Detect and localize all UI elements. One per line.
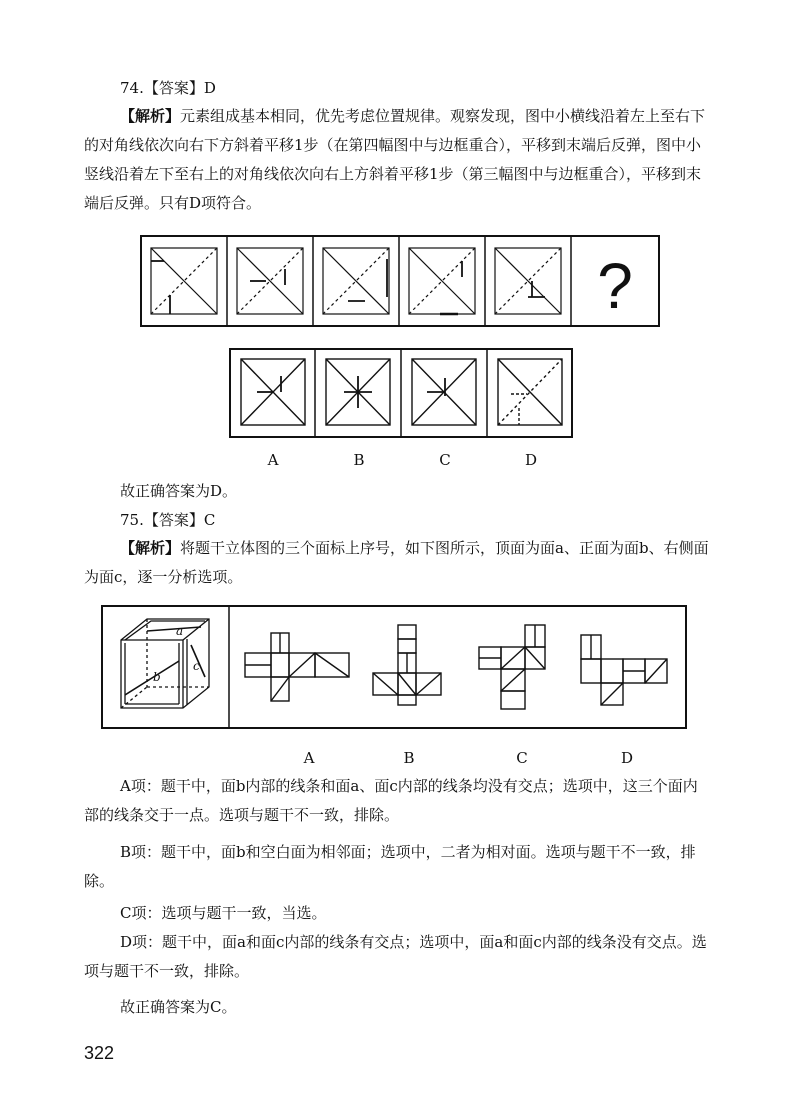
q75-figure [101,605,687,729]
q75-option-d-text: D项：题干中，面a和面c内部的线条有交点；选项中，面a和面c内部的线条没有交点。选项与题干不一致，排除。 [84,933,707,980]
q74-option-c-figure [412,359,476,425]
q75-option-label-c: C [516,749,528,767]
q75-analysis-tag: 【解析】 [120,539,181,557]
q74-option-label-a: A [267,451,279,469]
q75-option-a-text: A项：题干中，面b内部的线条和面a、面c内部的线条均没有交点；选项中，这三个面内部的线条交于一点。选项与题干不一致，排除。 [84,777,698,824]
q75-analysis-text: 将题干立体图的三个面标上序号，如下图所示，顶面为面a、正面为面b、右侧面为面c，逐一分析选项。 [84,539,709,586]
q75-option-label-d: D [620,749,634,767]
q74-panel-1 [151,248,217,314]
q74-options-figure [229,348,573,438]
q74-answer-line: 74.【答案】D [120,79,216,97]
q75-analysis [84,534,712,592]
q74-sequence-figure [140,235,660,327]
q75-option-b-text: B项：题干中，面b和空白面为相邻面；选项中，二者为相对面。选项与题干不一致，排除。 [84,843,696,890]
q74-conclusion: 故正确答案为D。 [120,482,238,500]
q74-option-label-d: D [524,451,538,469]
q75-conclusion: 故正确答案为C。 [120,998,237,1016]
q74-option-b-figure [326,359,390,425]
q74-option-label-b: B [353,451,365,469]
q74-panel-5 [495,248,561,314]
q75-option-label-a: A [303,749,315,767]
page-number: 322 [84,1043,115,1063]
q75-net-a [245,633,349,701]
q74-panel-4 [409,248,475,314]
q75-net-d [581,635,667,705]
q74-panel-2 [237,248,303,314]
q74-option-a-figure [241,359,305,425]
q75-option-label-b: B [403,749,415,767]
q74-analysis-text: 元素组成基本相同，优先考虑位置规律。观察发现，图中小横线沿着左上至右下的对角线依次向右下方斜着平移1步（在第四幅图中与边框重合），平移到末端后反弹，图中小竖线沿着左下至右上的对角线依次向右上方斜着平移1步（第三幅图中与边框重合），平移到末端后反弹。只有D项符合。 [84,107,706,212]
q74-option-label-c: C [439,451,451,469]
q75-face-label-a: a [176,624,184,638]
q75-face-label-c: c [193,659,200,673]
q74-analysis [84,102,712,218]
q74-panel-3 [323,248,389,314]
q75-face-label-b: b [153,670,161,684]
q74-question-mark: ? [597,250,633,322]
q74-analysis-tag: 【解析】 [120,107,181,125]
q75-answer-line: 75.【答案】C [120,511,216,529]
q75-net-c [479,625,545,709]
q75-net-b [373,625,441,705]
q75-option-c-text: C项：选项与题干一致，当选。 [120,904,327,922]
q74-option-d-figure [498,359,562,425]
